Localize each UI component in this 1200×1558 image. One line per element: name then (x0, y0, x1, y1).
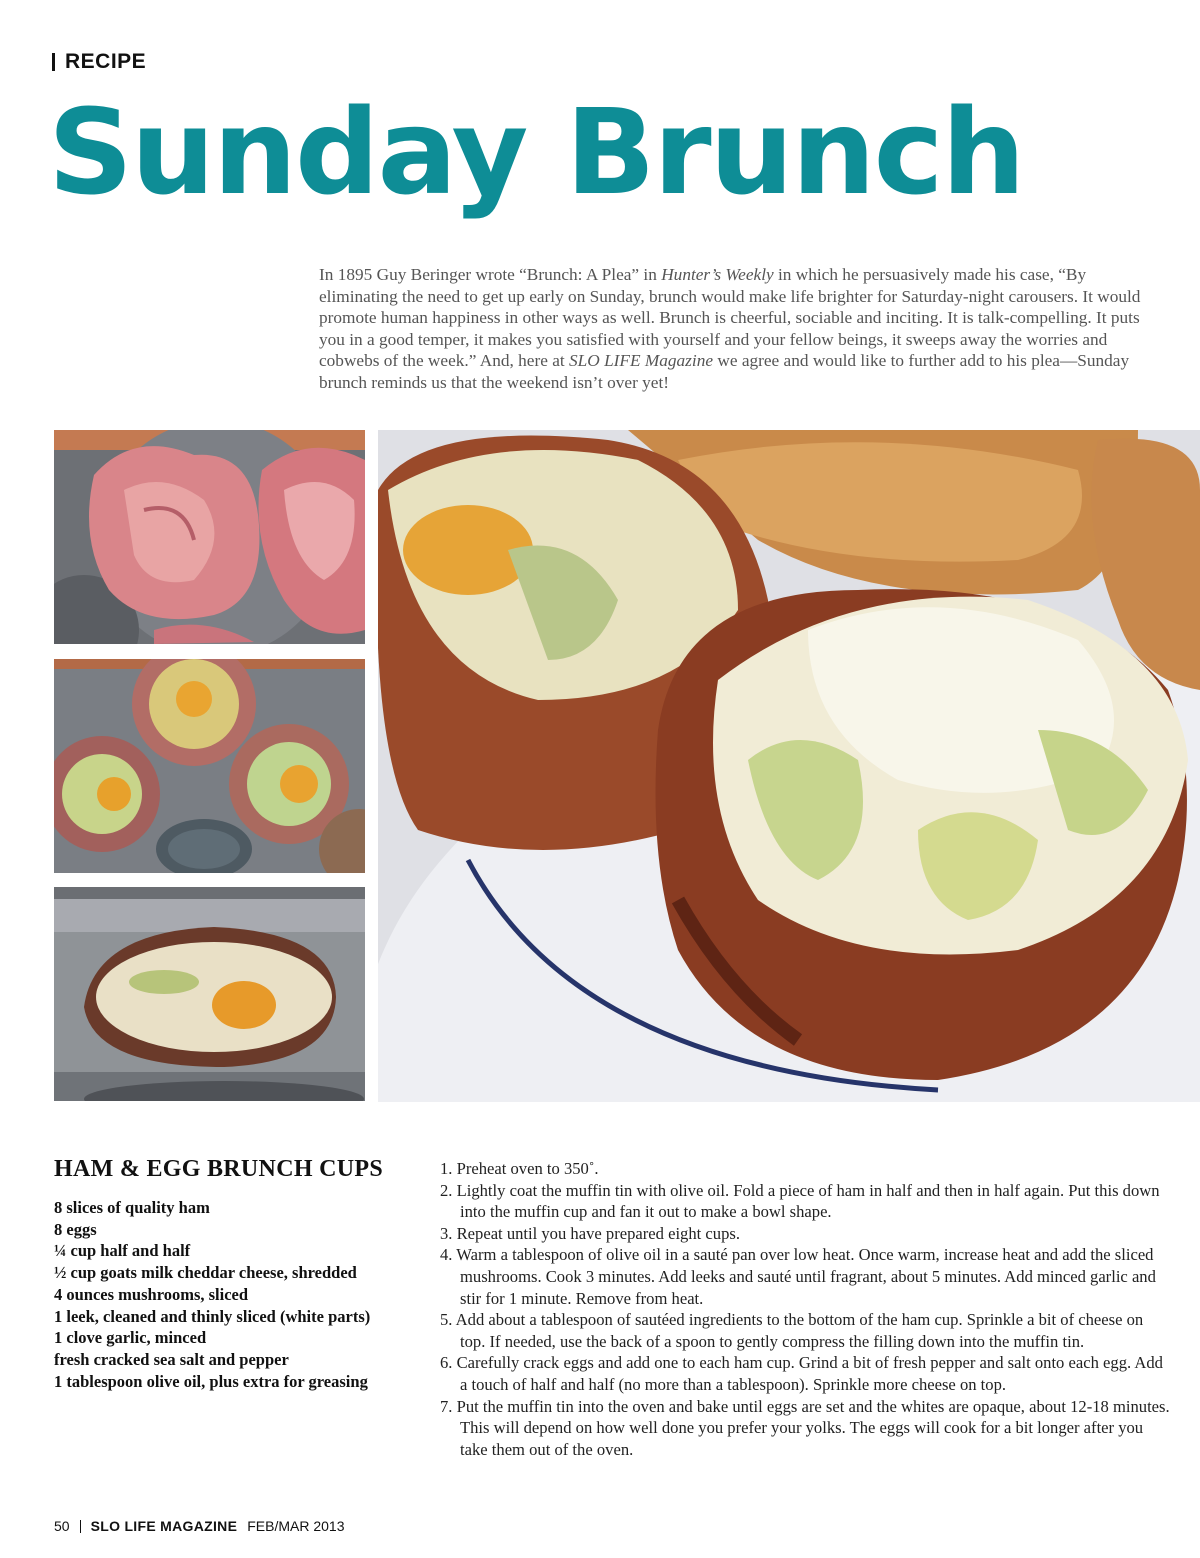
instruction-step: 4. Warm a tablespoon of olive oil in a sauté pan over low heat. Once warm, increase heat and add the sliced mushrooms. Cook 3 minutes. Add leeks and sauté until fragrant, about 5 minutes. Add minced garlic and stir for 1 minute. Remove from heat. (440, 1245, 1156, 1308)
recipe-title: HAM & EGG BRUNCH CUPS (54, 1156, 383, 1182)
instruction-step: 2. Lightly coat the muffin tin with olive oil. Fold a piece of ham in half and then in half again. Put this down into the muffin cup and fan it out to make a bowl shape. (440, 1180, 1160, 1222)
section-divider (52, 53, 55, 71)
photo-baked-cup (54, 887, 365, 1101)
footer-issue: FEB/MAR 2013 (247, 1518, 345, 1534)
intro-paragraph (319, 264, 1169, 394)
ingredient-item: ¼ cup half and half (54, 1241, 191, 1261)
photo-hero-brunch-cups (378, 430, 1200, 1102)
instruction-step: 3. Repeat until you have prepared eight cups. (440, 1223, 740, 1243)
ingredient-item: 1 tablespoon olive oil, plus extra for greasing (54, 1371, 368, 1391)
instruction-list (440, 1158, 1170, 1460)
page-title: Sunday Brunch (48, 83, 1024, 221)
ingredient-item: ½ cup goats milk cheddar cheese, shredded (54, 1263, 357, 1283)
intro-text-2: in which he persuasively made his case, “By eliminating the need to get up early on Sunday, brunch would make life brighter for Saturday-night carousers. It would promote human happiness in other ways as well. Brunch is cheerful, sociable and inciting. It is talk-compelling. It puts you in a good temper, it makes you satisfied with yourself and your fellow beings, it sweeps away the worries and cobwebs of the week.” And, here at (319, 265, 1141, 371)
page-number: 50 (54, 1518, 70, 1534)
section-label: RECIPE (65, 50, 147, 73)
instruction-step: 6. Carefully crack eggs and add one to each ham cup. Grind a bit of fresh pepper and salt onto each egg. Add a touch of half and half (no more than a tablespoon). Sprinkle more cheese on top. (440, 1353, 1163, 1394)
page-footer (54, 1518, 345, 1534)
ingredient-item: 8 slices of quality ham (54, 1198, 210, 1217)
intro-magazine: SLO LIFE Magazine (569, 351, 714, 371)
section-tag (52, 50, 146, 74)
footer-magazine: SLO LIFE MAGAZINE (90, 1518, 238, 1534)
ingredient-item: 1 clove garlic, minced (54, 1328, 207, 1348)
instruction-step: 5. Add about a tablespoon of sautéed ingredients to the bottom of the ham cup. Sprinkle a bit of cheese on top. If needed, use the back of a spoon to gently compress the filling down into the muffin tin. (440, 1310, 1144, 1351)
photo-ham-in-tin (54, 430, 365, 644)
photo-filled-cups (54, 659, 365, 873)
instruction-step: 1. Preheat oven to 350˚. (440, 1159, 599, 1178)
intro-text-1: In 1895 Guy Beringer wrote “Brunch: A Plea” in (319, 265, 662, 284)
footer-divider (80, 1520, 81, 1533)
ingredient-item: 4 ounces mushrooms, sliced (54, 1284, 249, 1304)
ingredient-list (54, 1197, 404, 1392)
ingredient-item: fresh cracked sea salt and pepper (54, 1349, 289, 1369)
instruction-step: 7. Put the muffin tin into the oven and bake until eggs are set and the whites are opaque, about 12-18 minutes. This will depend on how well done you prefer your yolks. The eggs will cook for a bit longer after you take them out of the oven. (440, 1396, 1170, 1459)
intro-text-3: we agree and would like to further add to his plea—Sunday brunch reminds us that the weekend isn’t over yet! (319, 351, 1130, 392)
ingredient-item: 8 eggs (54, 1219, 97, 1239)
intro-publication: Hunter’s Weekly (661, 265, 774, 284)
ingredient-item: 1 leek, cleaned and thinly sliced (white parts) (54, 1306, 371, 1326)
